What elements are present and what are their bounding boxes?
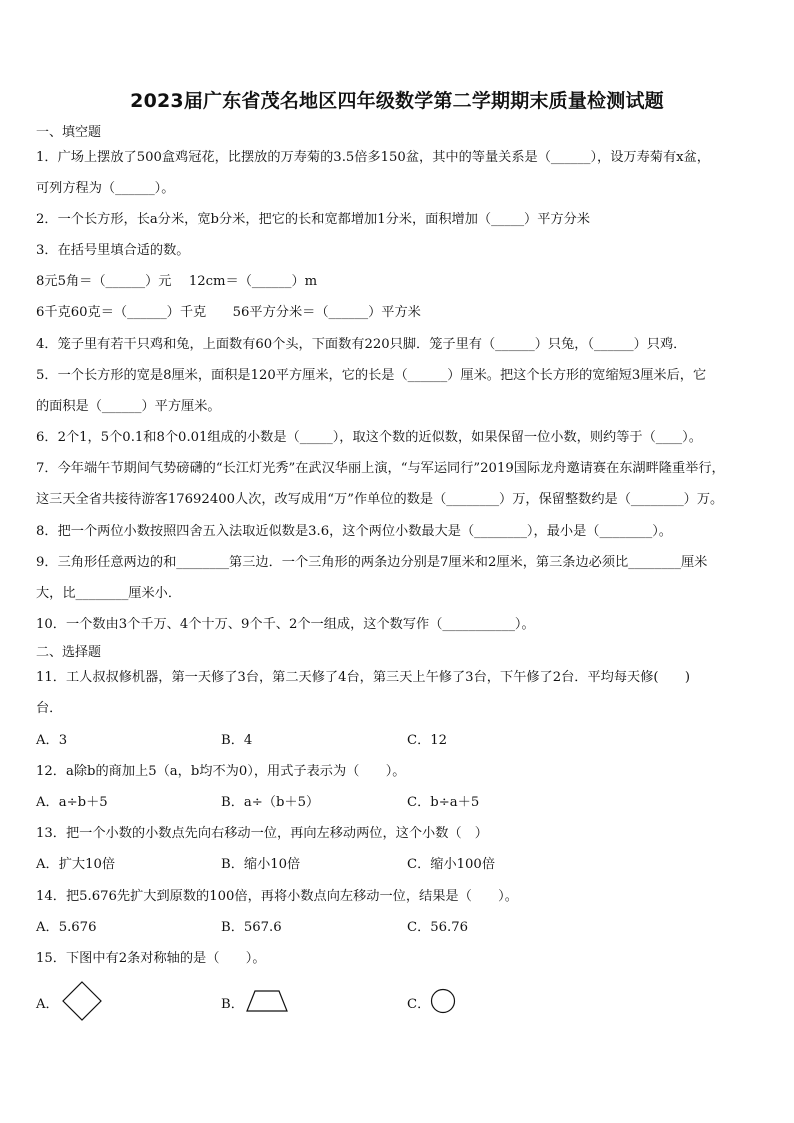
- q14-option-b: B．567.6: [221, 920, 282, 935]
- section-heading-fill-blank: 一、填空题: [36, 125, 102, 140]
- diamond-icon: [62, 981, 102, 1021]
- question-4: 4．笼子里有若干只鸡和兔，上面数有60个头，下面数有220只脚．笼子里有（______）只兔，（______）只鸡．: [36, 337, 687, 352]
- question-11-line-2: 台．: [36, 701, 63, 716]
- q11-option-a: A．3: [36, 733, 68, 748]
- question-1-line-2: 可列方程为（______）。: [36, 181, 175, 196]
- question-3: 3．在括号里填合适的数。: [36, 243, 190, 258]
- question-13: 13．把一个小数的小数点先向右移动一位，再向左移动两位，这个小数（ ）: [36, 826, 488, 841]
- q14-option-a: A．5.676: [36, 920, 97, 935]
- question-7-line-2: 这三天全省共接待游客17692400人次，改写成用“万”作单位的数是（________）万，保留整数约是（________）万。: [36, 492, 724, 507]
- q13-option-b: B．缩小10倍: [221, 857, 301, 872]
- question-3-item-b: 6千克60克＝（______）千克 56平方分米＝（______）平方米: [36, 305, 421, 320]
- trapezoid-icon: [246, 990, 288, 1012]
- q11-option-b: B．4: [221, 733, 253, 748]
- question-11-line-1: 11．工人叔叔修机器，第一天修了3台，第二天修了4台，第三天上午修了3台，下午修了2台．平均每天修( ): [36, 670, 691, 685]
- q15-option-c: C．: [407, 997, 431, 1012]
- question-9-line-2: 大，比________厘米小．: [36, 586, 182, 601]
- page-title: 2023届广东省茂名地区四年级数学第二学期期末质量检测试题: [130, 90, 664, 112]
- question-1-line-1: 1．广场上摆放了500盒鸡冠花，比摆放的万寿菊的3.5倍多150盆，其中的等量关系是（______），设万寿菊有x盆，: [36, 150, 710, 165]
- section-heading-choice: 二、选择题: [36, 645, 102, 660]
- q15-option-a: A．: [36, 997, 59, 1012]
- question-6: 6．2个1，5个0.1和8个0.01组成的小数是（_____），取这个数的近似数，如果保留一位小数，则约等于（____）。: [36, 430, 702, 445]
- q14-option-c: C．56.76: [407, 920, 469, 935]
- question-10: 10．一个数由3个千万、4个十万、9个千、2个一组成，这个数写作（___________）。: [36, 617, 535, 632]
- question-9-line-1: 9．三角形任意两边的和________第三边．一个三角形的两条边分别是7厘米和2厘米，第三条边必须比________厘米: [36, 555, 708, 570]
- question-2: 2．一个长方形，长a分米，宽b分米，把它的长和宽都增加1分米，面积增加（_____）平方分米: [36, 212, 590, 227]
- q12-option-a: A．a÷b＋5: [36, 795, 108, 810]
- question-8: 8．把一个两位小数按照四舍五入法取近似数是3.6，这个两位小数最大是（________），最小是（________）。: [36, 524, 672, 539]
- q11-option-c: C．12: [407, 733, 448, 748]
- q13-option-a: A．扩大10倍: [36, 857, 116, 872]
- q12-option-c: C．b÷a＋5: [407, 795, 480, 810]
- question-5-line-2: 的面积是（______）平方厘米。: [36, 399, 221, 414]
- question-14: 14．把5.676先扩大到原数的100倍，再将小数点向左移动一位，结果是（ ）。: [36, 889, 518, 904]
- q13-option-c: C．缩小100倍: [407, 857, 496, 872]
- question-12: 12．a除b的商加上5（a，b均不为0），用式子表示为（ ）。: [36, 764, 406, 779]
- q15-option-b: B．: [221, 997, 244, 1012]
- question-15: 15．下图中有2条对称轴的是（ ）。: [36, 951, 266, 966]
- q12-option-b: B．a÷（b＋5）: [221, 795, 320, 810]
- question-5-line-1: 5．一个长方形的宽是8厘米，面积是120平方厘米，它的长是（______）厘米。把这个长方形的宽缩短3厘米后，它: [36, 368, 707, 383]
- circle-icon: [430, 988, 456, 1014]
- question-3-item-a: 8元5角＝（______）元 12cm＝（______）m: [36, 274, 318, 289]
- question-7-line-1: 7．今年端午节期间气势磅礴的“长江灯光秀”在武汉华丽上演，“与军运同行”2019国际龙舟邀请赛在东湖畔隆重举行，: [36, 461, 725, 476]
